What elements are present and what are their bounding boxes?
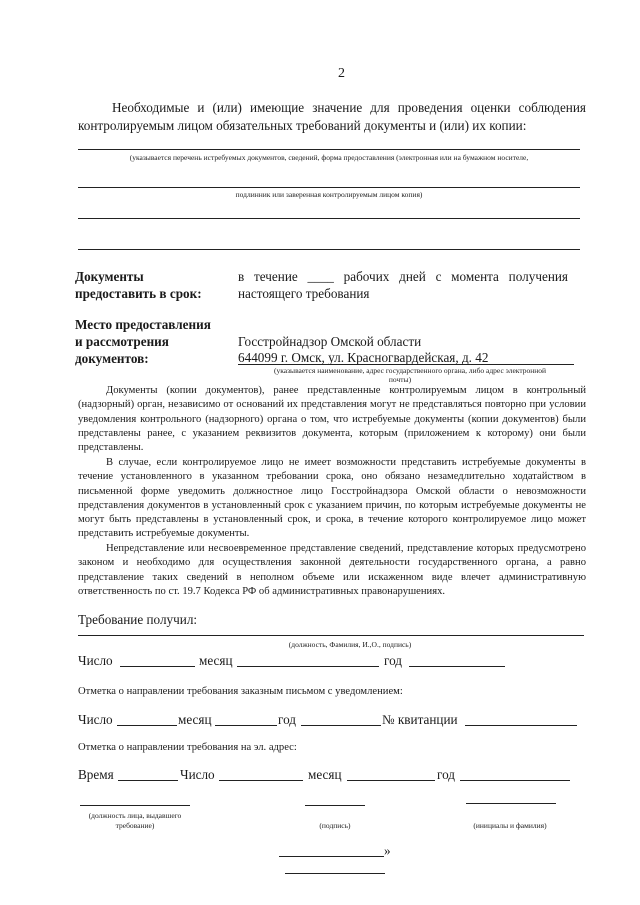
documents-list-line-1[interactable] xyxy=(78,149,580,150)
email-year-field[interactable] xyxy=(460,780,570,781)
deadline-label-1: Документы xyxy=(75,269,144,284)
email-number-field[interactable] xyxy=(219,780,303,781)
bottom-date-line[interactable] xyxy=(279,856,384,857)
place-caption-2: почты) xyxy=(388,375,412,384)
signature-position-line[interactable] xyxy=(80,805,190,806)
page-number: 2 xyxy=(338,66,345,81)
place-org: Госстройнадзор Омской области xyxy=(238,334,422,349)
mail-number-field[interactable] xyxy=(117,725,177,726)
paragraph-inability: В случае, если контролируемое лицо не имеет возможности представить истребуемые документы в течение установленного в указанном требовании срока, оно обязано незамедлительно ходатайством в письменной форме уведомить должностное лицо Госстройнадзора Омской области о невозможности представления документов в установленный срок с указанием причин, по которым истребуемые документы не могут быть представлены в установленный срок, и срока, в течение которого контролируемое лицо может представить истребуемые документы. xyxy=(78,457,586,540)
mail-year-field[interactable] xyxy=(301,725,381,726)
deadline-label-2: предоставить в срок: xyxy=(75,286,202,301)
mail-month-field[interactable] xyxy=(215,725,277,726)
mail-month-label: месяц xyxy=(178,712,212,727)
place-underline xyxy=(238,364,574,365)
email-note: Отметка о направлении требования на эл. адрес: xyxy=(78,742,297,753)
mail-note: Отметка о направлении требования заказным письмом с уведомлением: xyxy=(78,686,403,697)
email-month-field[interactable] xyxy=(347,780,435,781)
signature-name-caption: (инициалы и фамилия) xyxy=(473,821,547,830)
email-month-label: месяц xyxy=(308,767,342,782)
documents-list-line-4[interactable] xyxy=(78,249,580,250)
email-number-label: Число xyxy=(180,767,215,782)
mail-receipt-label: № квитанции xyxy=(382,712,458,727)
mail-number-label: Число xyxy=(78,712,113,727)
email-time-label: Время xyxy=(78,767,114,782)
documents-list-caption-1: (указывается перечень истребуемых документов, сведений, форма предоставления (электронная или на бумажном носителе, xyxy=(129,153,529,162)
signature-caption: (подпись) xyxy=(319,821,351,830)
email-time-field[interactable] xyxy=(118,780,178,781)
received-caption: (должность, Фамилия, И.,О., подпись) xyxy=(288,640,412,649)
date-year-field[interactable] xyxy=(409,666,505,667)
documents-list-caption-2: подлинник или заверенная контролируемым лицом копия) xyxy=(235,190,423,199)
mail-receipt-field[interactable] xyxy=(465,725,577,726)
deadline-text-1: в течение ____ рабочих дней с момента получения xyxy=(238,269,568,284)
bottom-quote-mark: » xyxy=(384,843,391,858)
received-label: Требование получил: xyxy=(78,612,198,627)
email-year-label: год xyxy=(437,767,456,782)
paragraph-previous-documents: Документы (копии документов), ранее представленные контролируемым лицом в контрольный (надзорный) орган, независимо от оснований их представления могут не представляться повторно при условии уведомления контрольного (надзорного) органа о том, что истребуемые документы (копии документов) были представлены ранее, с указанием реквизитов документа, которым (приложением к которому) они были представлены. xyxy=(78,385,586,454)
date-year-label: год xyxy=(384,653,403,668)
documents-list-line-2[interactable] xyxy=(78,187,580,188)
paragraph-liability: Непредставление или несвоевременное представление сведений, представление которых предусмотрено законом и необходимо для осуществления законной деятельности государственного органа, а равно представление таких сведений в неполном объеме или искаженном виде влечет административную ответственность по ст. 19.7 Кодекса РФ об административных правонарушениях. xyxy=(78,543,586,597)
signature-name-line[interactable] xyxy=(466,803,556,804)
mail-year-label: год xyxy=(278,712,297,727)
place-label-3: документов: xyxy=(75,351,149,366)
place-caption-1: (указывается наименование, адрес государственного органа, либо адрес электронной xyxy=(273,366,547,375)
date-number-field[interactable] xyxy=(120,666,195,667)
deadline-text-2: настоящего требования xyxy=(238,286,370,301)
place-label-1: Место предоставления xyxy=(75,317,211,332)
date-number-label: Число xyxy=(78,653,113,668)
bottom-line[interactable] xyxy=(285,873,385,874)
documents-list-line-3[interactable] xyxy=(78,218,580,219)
intro-paragraph: Необходимые и (или) имеющие значение для проведения оценки соблюдения контролируемым лицом обязательных требований документы и (или) их копии: xyxy=(78,100,586,133)
place-address: 644099 г. Омск, ул. Красногвардейская, д. 42 xyxy=(238,350,489,365)
place-label-2: и рассмотрения xyxy=(75,334,169,349)
date-month-field[interactable] xyxy=(237,666,379,667)
signature-position-caption-1: (должность лица, выдавшего xyxy=(88,811,182,820)
received-line[interactable] xyxy=(78,635,584,636)
date-month-label: месяц xyxy=(199,653,233,668)
signature-line[interactable] xyxy=(305,805,365,806)
signature-position-caption-2: требование) xyxy=(115,821,155,830)
